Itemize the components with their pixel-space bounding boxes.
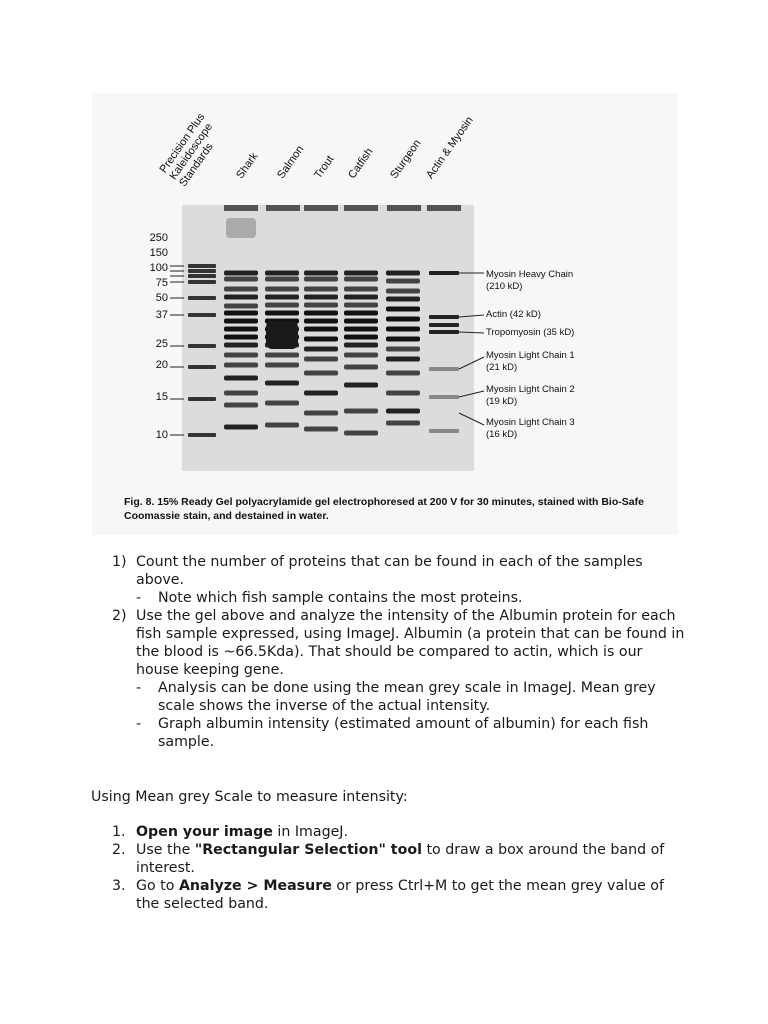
question-2-text: Use the gel above and analyze the intensity of the Albumin protein for each fish sample expressed, using ImageJ. Albumin (a protein that can be found in the blood is ~66.5Kda). That should be compared to actin, which is our house keeping gene. xyxy=(136,608,685,678)
sample-band xyxy=(386,347,420,352)
sample-band xyxy=(304,271,338,276)
step-3-bold: Analyze > Measure xyxy=(178,878,332,894)
sample-band xyxy=(224,343,258,348)
sample-band xyxy=(344,365,378,370)
sample-band xyxy=(265,423,299,428)
control-band xyxy=(429,315,459,319)
sample-band xyxy=(265,295,299,300)
sample-band xyxy=(344,295,378,300)
sample-band xyxy=(224,425,258,430)
band-label-mlc1-name: Myosin Light Chain 1 xyxy=(486,350,575,361)
question-1 xyxy=(112,553,687,607)
sample-band xyxy=(224,391,258,396)
step-3-rest: or press Ctrl+M to get the mean grey value of the selected band. xyxy=(136,878,664,912)
dash-bullet: - xyxy=(136,590,142,606)
ladder-band xyxy=(188,264,216,268)
sample-band xyxy=(224,304,258,309)
sample-band xyxy=(344,409,378,414)
sample-band xyxy=(344,277,378,282)
step-3 xyxy=(112,877,687,913)
mw-label-10: 10 xyxy=(155,429,168,441)
question-1-text: Count the number of proteins that can be found in each of the samples above. xyxy=(136,554,643,588)
dash-bullet: - xyxy=(136,680,142,696)
sample-band xyxy=(224,353,258,358)
sample-band xyxy=(344,319,378,324)
sample-band xyxy=(386,327,420,332)
sample-band xyxy=(344,271,378,276)
mw-label-50: 50 xyxy=(155,292,168,304)
sample-band xyxy=(386,317,420,322)
sample-band xyxy=(304,411,338,416)
sample-band xyxy=(304,337,338,342)
sample-band xyxy=(386,271,420,276)
smear-band xyxy=(226,218,256,238)
gel-well xyxy=(224,205,258,211)
sample-band xyxy=(304,371,338,376)
step-3-number: 3. xyxy=(112,878,126,894)
lane-label-standards: Precision Plus Kaleidoscope Standards xyxy=(157,111,216,189)
sample-band xyxy=(224,319,258,324)
control-band xyxy=(429,330,459,334)
control-band xyxy=(429,271,459,275)
sample-band xyxy=(386,337,420,342)
sample-band xyxy=(265,287,299,292)
ladder-band xyxy=(188,274,216,278)
ladder-band xyxy=(188,280,216,284)
band-label-mlc3-size: (16 kD) xyxy=(486,429,518,440)
figure-caption-line1: Fig. 8. 15% Ready Gel polyacrylamide gel electrophoresed at 200 V for 30 minutes, stained with Bio-Safe xyxy=(124,496,644,508)
mw-label-150: 150 xyxy=(149,247,168,259)
sample-band xyxy=(304,357,338,362)
sample-band xyxy=(344,431,378,436)
sample-band xyxy=(224,271,258,276)
section-intro: Using Mean grey Scale to measure intensity: xyxy=(91,789,408,805)
sample-band xyxy=(224,363,258,368)
sample-band xyxy=(344,383,378,388)
lane-label-catfish: Catfish xyxy=(346,146,376,181)
mw-label-37: 37 xyxy=(155,309,168,321)
band-label-mlc2-size: (19 kD) xyxy=(486,396,518,407)
question-2 xyxy=(112,607,687,751)
band-label-mlc2 xyxy=(486,384,575,408)
sample-band xyxy=(386,421,420,426)
question-list xyxy=(112,553,687,751)
sample-band xyxy=(304,295,338,300)
question-2-number: 2) xyxy=(112,608,127,624)
sample-band xyxy=(265,277,299,282)
sample-band xyxy=(304,319,338,324)
sample-band xyxy=(265,353,299,358)
step-2-rest: to draw a box around the band of interest. xyxy=(136,842,665,876)
sample-band xyxy=(344,287,378,292)
mw-label-20: 20 xyxy=(155,359,168,371)
figure-caption-line2: Coomassie stain, and destained in water. xyxy=(124,510,329,522)
sample-band xyxy=(344,335,378,340)
sample-band xyxy=(224,311,258,316)
step-1-bold: Open your image xyxy=(136,824,273,840)
mw-label-15: 15 xyxy=(155,391,168,403)
sample-band xyxy=(386,289,420,294)
step-1-rest: in ImageJ. xyxy=(272,824,349,840)
sample-band xyxy=(344,353,378,358)
step-1-number: 1. xyxy=(112,824,126,840)
sample-band xyxy=(224,295,258,300)
sample-band xyxy=(304,311,338,316)
sample-band xyxy=(265,271,299,276)
band-label-tropomyosin xyxy=(486,327,574,339)
band-label-tropomyosin-name: Tropomyosin (35 kD) xyxy=(486,327,575,338)
step-2-number: 2. xyxy=(112,842,126,858)
band-label-myosin-heavy-name: Myosin Heavy Chain xyxy=(486,269,574,280)
gel-well xyxy=(387,205,421,211)
ladder-band xyxy=(188,397,216,401)
sample-band xyxy=(304,287,338,292)
band-label-actin-name: Actin (42 kD) xyxy=(486,309,541,320)
lane-label-shark: Shark xyxy=(234,150,261,181)
mw-label-75: 75 xyxy=(155,277,168,289)
ladder-band xyxy=(188,296,216,300)
sample-band xyxy=(386,297,420,302)
control-band xyxy=(429,395,459,399)
sample-band xyxy=(386,357,420,362)
question-1-subs xyxy=(136,589,687,607)
sample-band xyxy=(344,327,378,332)
sample-band xyxy=(224,277,258,282)
band-label-mlc1-size: (21 kD) xyxy=(486,362,518,373)
sample-band xyxy=(265,381,299,386)
sample-band xyxy=(265,311,299,316)
sample-band xyxy=(386,307,420,312)
band-label-myosin-heavy xyxy=(486,269,573,293)
gel-well xyxy=(304,205,338,211)
band-label-mlc3 xyxy=(486,417,575,441)
lane-label-actin-myosin: Actin & Myosin xyxy=(424,114,476,181)
band-label-mlc2-name: Myosin Light Chain 2 xyxy=(486,384,575,395)
question-1-sub-1-text: Note which fish sample contains the most proteins. xyxy=(158,590,523,606)
sample-band xyxy=(224,403,258,408)
sample-band xyxy=(386,391,420,396)
sample-band xyxy=(304,347,338,352)
question-1-sub-1 xyxy=(136,589,687,607)
mw-label-250: 250 xyxy=(149,232,168,244)
sample-band xyxy=(265,363,299,368)
sample-band xyxy=(344,303,378,308)
question-2-sub-1-text: Analysis can be done using the mean grey scale in ImageJ. Mean grey scale shows the inverse of the actual intensity. xyxy=(158,680,656,714)
ladder-band xyxy=(188,365,216,369)
sample-band xyxy=(344,311,378,316)
band-label-myosin-heavy-size: (210 kD) xyxy=(486,281,523,292)
lane-label-trout: Trout xyxy=(312,153,337,181)
step-3-pre: Go to xyxy=(136,878,179,894)
gel-figure xyxy=(92,93,678,535)
sample-band xyxy=(304,391,338,396)
step-2-bold: "Rectangular Selection" tool xyxy=(194,842,422,858)
sample-band xyxy=(386,279,420,284)
mw-label-100: 100 xyxy=(149,262,168,274)
sample-band xyxy=(304,277,338,282)
sample-band xyxy=(224,287,258,292)
question-2-sub-1 xyxy=(136,679,687,715)
gel-well xyxy=(266,205,300,211)
question-2-sub-2-text: Graph albumin intensity (estimated amount of albumin) for each fish sample. xyxy=(158,716,649,750)
sample-band xyxy=(304,303,338,308)
dash-bullet: - xyxy=(136,716,142,732)
question-2-sub-2 xyxy=(136,715,687,751)
step-1 xyxy=(112,823,687,841)
ladder-band xyxy=(188,344,216,348)
step-2-pre: Use the xyxy=(136,842,195,858)
question-2-subs xyxy=(136,679,687,751)
sample-band xyxy=(224,376,258,381)
band-label-mlc3-name: Myosin Light Chain 3 xyxy=(486,417,575,428)
sample-band xyxy=(224,327,258,332)
gel-well xyxy=(344,205,378,211)
control-band xyxy=(429,367,459,371)
control-band xyxy=(429,323,459,327)
sample-band xyxy=(304,427,338,432)
lane-label-sturgeon: Sturgeon xyxy=(388,137,424,181)
sample-band xyxy=(265,401,299,406)
step-2 xyxy=(112,841,687,877)
lane-label-salmon: Salmon xyxy=(275,143,307,181)
sample-band xyxy=(265,303,299,308)
sample-band xyxy=(304,327,338,332)
steps-list xyxy=(112,823,687,913)
band-label-actin xyxy=(486,309,541,321)
gel-well xyxy=(427,205,461,211)
smear-band xyxy=(266,321,298,349)
sample-band xyxy=(386,409,420,414)
band-label-mlc1 xyxy=(486,350,575,374)
mw-label-25: 25 xyxy=(155,338,168,350)
sample-band xyxy=(344,343,378,348)
sample-band xyxy=(224,335,258,340)
sample-band xyxy=(386,371,420,376)
ladder-band xyxy=(188,433,216,437)
ladder-band xyxy=(188,269,216,273)
question-1-number: 1) xyxy=(112,554,127,570)
figure-caption xyxy=(124,495,664,523)
ladder-band xyxy=(188,313,216,317)
control-band xyxy=(429,429,459,433)
